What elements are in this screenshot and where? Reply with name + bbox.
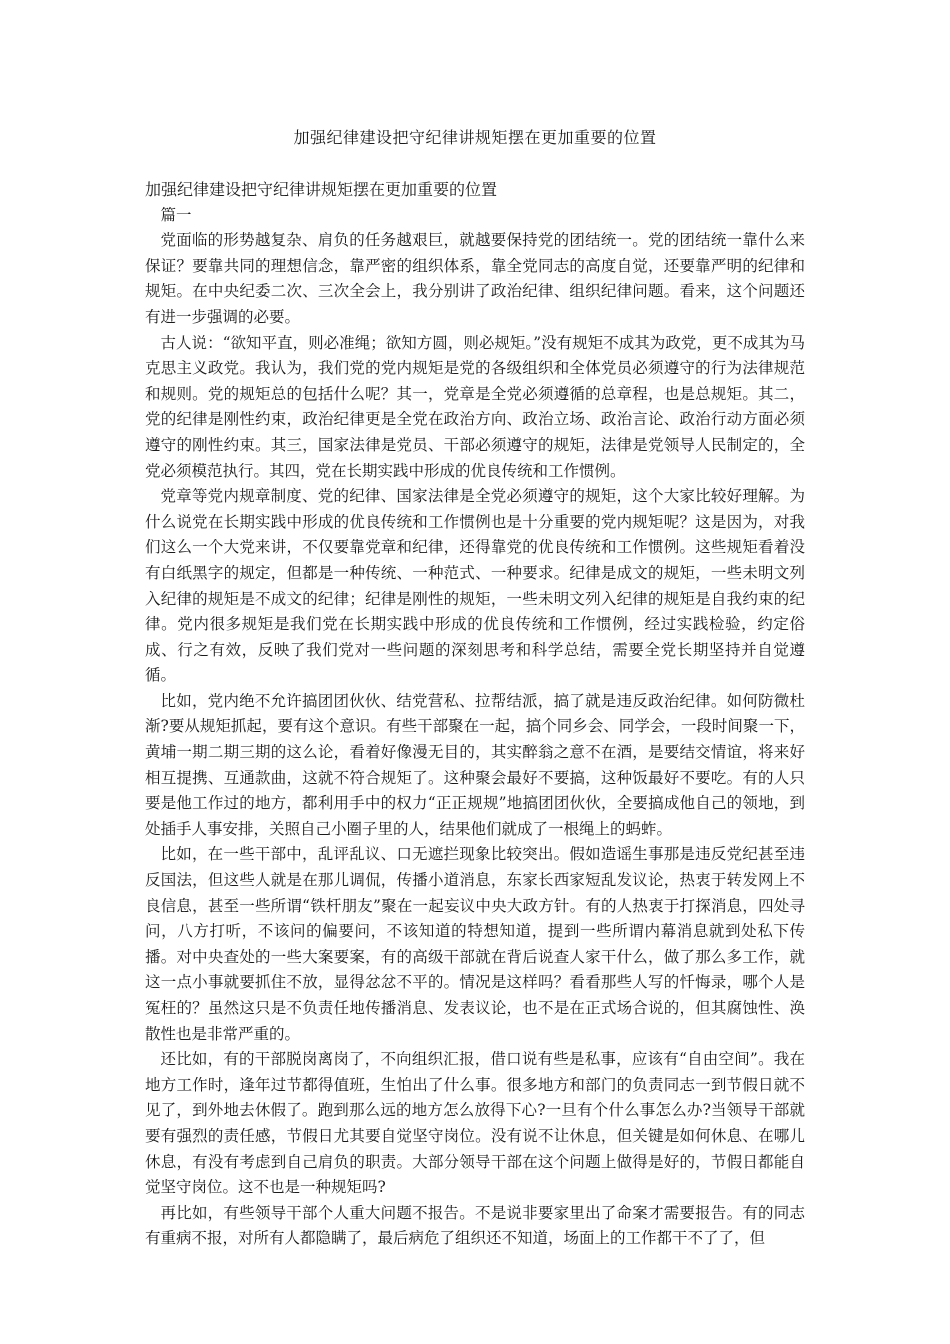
section-label: 篇一 <box>160 205 192 224</box>
paragraph: 比如，在一些干部中，乱评乱议、口无遮拦现象比较突出。假如造谣生事那是违反党纪甚至违反国法，但这些人就是在那儿调侃，传播小道消息，东家长西家短乱发议论，热衷于转发网上不良信息，甚至一些所谓“铁杆朋友”聚在一起妄议中央大政方针。有的人热衷于打探消息，四处寻问，八方打听，不该问的偏要问，不该知道的特想知道，提到一些所谓内幕消息就到处私下传播。对中央查处的一些大案要案，有的高级干部就在背后说查人家干什么，做了那么多工作，就这一点小事就要抓住不放，显得忿忿不平的。情况是这样吗？看看那些人写的忏悔录，哪个人是冤枉的？虽然这只是不负责任地传播消息、发表议论，也不是在正式场合说的，但其腐蚀性、涣散性也是非常严重的。 <box>145 845 805 1043</box>
paragraph: 党面临的形势越复杂、肩负的任务越艰巨，就越要保持党的团结统一。党的团结统一靠什么来保证？要靠共同的理想信念，靠严密的组织体系，靠全党同志的高度自觉，还要靠严明的纪律和规矩。在中央纪委二次、三次全会上，我分别讲了政治纪律、组织纪律问题。看来，这个问题还有进一步强调的必要。 <box>145 231 805 326</box>
document-body <box>145 177 805 1252</box>
paragraph: 再比如，有些领导干部个人重大问题不报告。不是说非要家里出了命案才需要报告。有的同志有重病不报，对所有人都隐瞒了，最后病危了组织还不知道，场面上的工作都干不了了，但 <box>145 1203 805 1248</box>
document-subtitle: 加强纪律建设把守纪律讲规矩摆在更加重要的位置 <box>145 180 498 199</box>
paragraph: 党章等党内规章制度、党的纪律、国家法律是全党必须遵守的规矩，这个大家比较好理解。为什么说党在长期实践中形成的优良传统和工作惯例也是十分重要的党内规矩呢？这是因为，对我们这么一个大党来讲，不仅要靠党章和纪律，还得靠党的优良传统和工作惯例。这些规矩看着没有白纸黑字的规定，但都是一种传统、一种范式、一种要求。纪律是成文的规矩，一些未明文列入纪律的规矩是不成文的纪律；纪律是刚性的规矩，一些未明文列入纪律的规矩是自我约束的纪律。党内很多规矩是我们党在长期实践中形成的优良传统和工作惯例，经过实践检验，约定俗成、行之有效，反映了我们党对一些问题的深刻思考和科学总结，需要全党长期坚持并自觉遵循。 <box>145 487 805 685</box>
paragraph: 古人说：“欲知平直，则必准绳；欲知方圆，则必规矩。”没有规矩不成其为政党，更不成其为马克思主义政党。我认为，我们党的党内规矩是党的各级组织和全体党员必须遵守的行为法律规范和规则。党的规矩总的包括什么呢？其一，党章是全党必须遵循的总章程，也是总规矩。其二，党的纪律是刚性约束，政治纪律更是全党在政治方向、政治立场、政治言论、政治行动方面必须遵守的刚性约束。其三，国家法律是党员、干部必须遵守的规矩，法律是党领导人民制定的，全党必须模范执行。其四，党在长期实践中形成的优良传统和工作惯例。 <box>145 333 805 480</box>
paragraph: 还比如，有的干部脱岗离岗了，不向组织汇报，借口说有些是私事，应该有“自由空间”。我在地方工作时，逢年过节都得值班，生怕出了什么事。很多地方和部门的负责同志一到节假日就不见了，到外地去休假了。跑到那么远的地方怎么放得下心?一旦有个什么事怎么办?当领导干部就要有强烈的责任感，节假日尤其要自觉坚守岗位。没有说不让休息，但关键是如何休息、在哪儿休息，有没有考虑到自己肩负的职责。大部分领导干部在这个问题上做得是好的，节假日都能自觉坚守岗位。这不也是一种规矩吗? <box>145 1050 805 1197</box>
paragraph: 比如，党内绝不允许搞团团伙伙、结党营私、拉帮结派，搞了就是违反政治纪律。如何防微杜渐?要从规矩抓起，要有这个意识。有些干部聚在一起，搞个同乡会、同学会，一段时间聚一下，黄埔一期二期三期的这么论，看着好像漫无目的，其实醉翁之意不在酒，是要结交情谊，将来好相互提携、互通款曲，这就不符合规矩了。这种聚会最好不要搞，这种饭最好不要吃。有的人只要是他工作过的地方，都利用手中的权力“正正规规”地搞团团伙伙，全要搞成他自己的领地，到处插手人事安排，关照自己小圈子里的人，结果他们就成了一根绳上的蚂蚱。 <box>145 691 805 838</box>
document-title: 加强纪律建设把守纪律讲规矩摆在更加重要的位置 <box>293 128 657 147</box>
